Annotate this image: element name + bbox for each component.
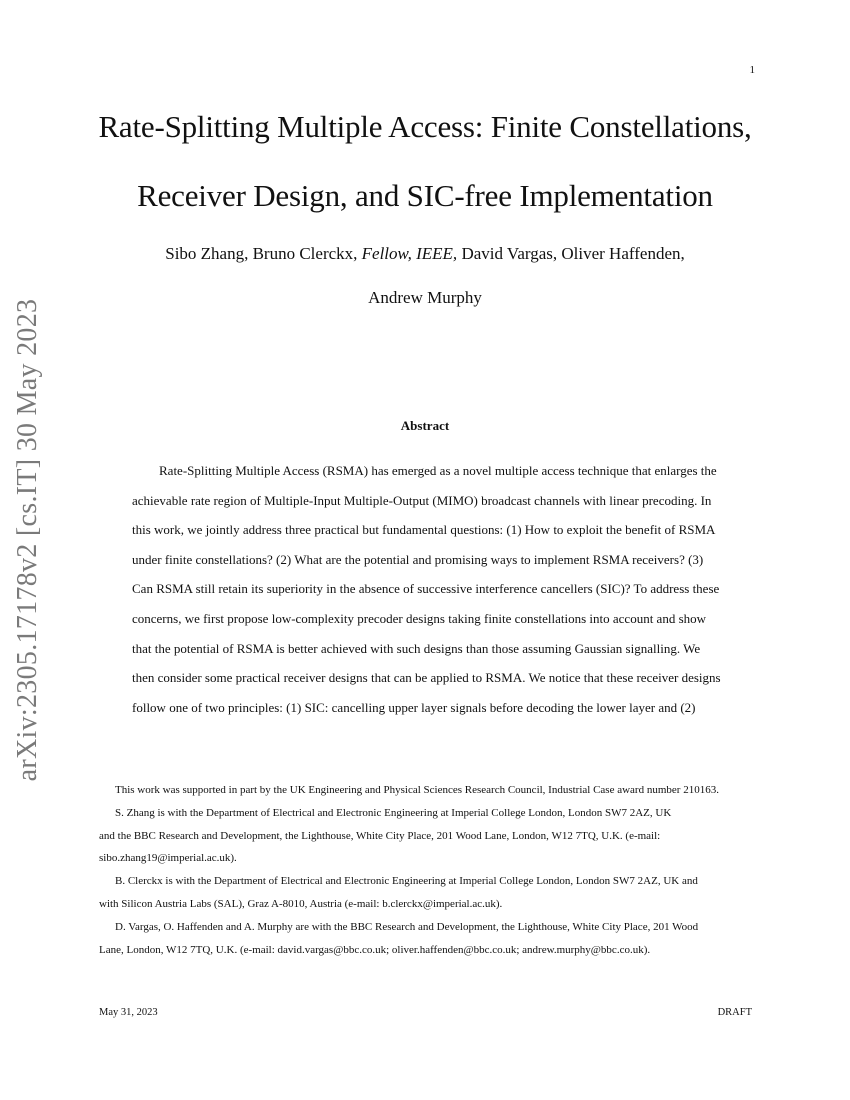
arxiv-identifier	[8, 295, 48, 785]
footnotes	[99, 779, 751, 961]
paper-title	[0, 92, 850, 230]
footnote-affiliation-clerckx: B. Clerckx is with the Department of Electrical and Electronic Engineering at Imperial College London, London SW7 2AZ, UK and	[115, 875, 698, 888]
author-list	[0, 232, 850, 320]
footnote-affiliation-zhang: S. Zhang is with the Department of Electrical and Electronic Engineering at Imperial College London, London SW7 2AZ, UK	[115, 806, 672, 819]
page-number: 1	[749, 64, 755, 76]
paper-title-line-1: Rate-Splitting Multiple Access: Finite Constellations,	[98, 109, 752, 144]
footnote-affiliation-zhang-email: sibo.zhang19@imperial.ac.uk).	[99, 852, 237, 865]
paper-title-line-2: Receiver Design, and SIC-free Implementation	[137, 178, 713, 213]
author-fellow-title: Fellow, IEEE,	[361, 244, 458, 263]
abstract-line: under finite constellations? (2) What are the potential and promising ways to implement RSMA receivers? (3)	[132, 551, 704, 567]
footnote-affiliation-bbc: D. Vargas, O. Haffenden and A. Murphy are with the BBC Research and Development, the Lighthouse, White City Place, 201 Wood	[115, 920, 699, 933]
footnote-affiliation-bbc-cont: Lane, London, W12 7TQ, U.K. (e-mail: david.vargas@bbc.co.uk; oliver.haffenden@bbc.co.uk; andrew.murphy@bbc.co.uk).	[99, 943, 651, 956]
author-line-1	[0, 232, 850, 276]
abstract-line: achievable rate region of Multiple-Input Multiple-Output (MIMO) broadcast channels with linear precoding. In	[132, 492, 712, 508]
footer-date: May 31, 2023	[99, 1007, 158, 1018]
abstract-line: follow one of two principles: (1) SIC: cancelling upper layer signals before decoding the lower layer and (2)	[132, 699, 696, 715]
abstract-line: Can RSMA still retain its superiority in the absence of successive interference cancellers (SIC)? To address these	[132, 581, 720, 597]
abstract-line: then consider some practical receiver designs that can be applied to RSMA. We notice that these receiver designs	[132, 670, 721, 686]
abstract-line: this work, we jointly address three practical but fundamental questions: (1) How to exploit the benefit of RSMA	[132, 522, 716, 538]
abstract-heading: Abstract	[400, 418, 450, 433]
arxiv-identifier-text: arXiv:2305.17178v2 [cs.IT] 30 May 2023	[12, 298, 43, 782]
abstract-line: concerns, we first propose low-complexity precoder designs taking finite constellations into account and show	[132, 610, 707, 626]
authors-first: Sibo Zhang, Bruno Clerckx,	[165, 244, 362, 263]
footnote-funding: This work was supported in part by the UK Engineering and Physical Sciences Research Council, Industrial Case award number 210163.	[115, 784, 719, 796]
footnote-affiliation-clerckx-cont: with Silicon Austria Labs (SAL), Graz A-8010, Austria (e-mail: b.clerckx@imperial.ac.uk).	[99, 897, 503, 910]
footer-draft-label: DRAFT	[717, 1007, 752, 1018]
author-line-2: Andrew Murphy	[368, 288, 482, 307]
abstract-line: Rate-Splitting Multiple Access (RSMA) has emerged as a novel multiple access technique that enlarges the	[159, 463, 717, 478]
abstract-body	[132, 456, 722, 722]
authors-rest: David Vargas, Oliver Haffenden,	[457, 244, 685, 263]
abstract-line: that the potential of RSMA is better achieved with such designs than those assuming Gaussian signalling. We	[132, 640, 701, 656]
footnote-affiliation-zhang-cont: and the BBC Research and Development, the Lighthouse, White City Place, 201 Wood Lane, London, W12 7TQ, U.K. (e-mail:	[99, 829, 661, 842]
